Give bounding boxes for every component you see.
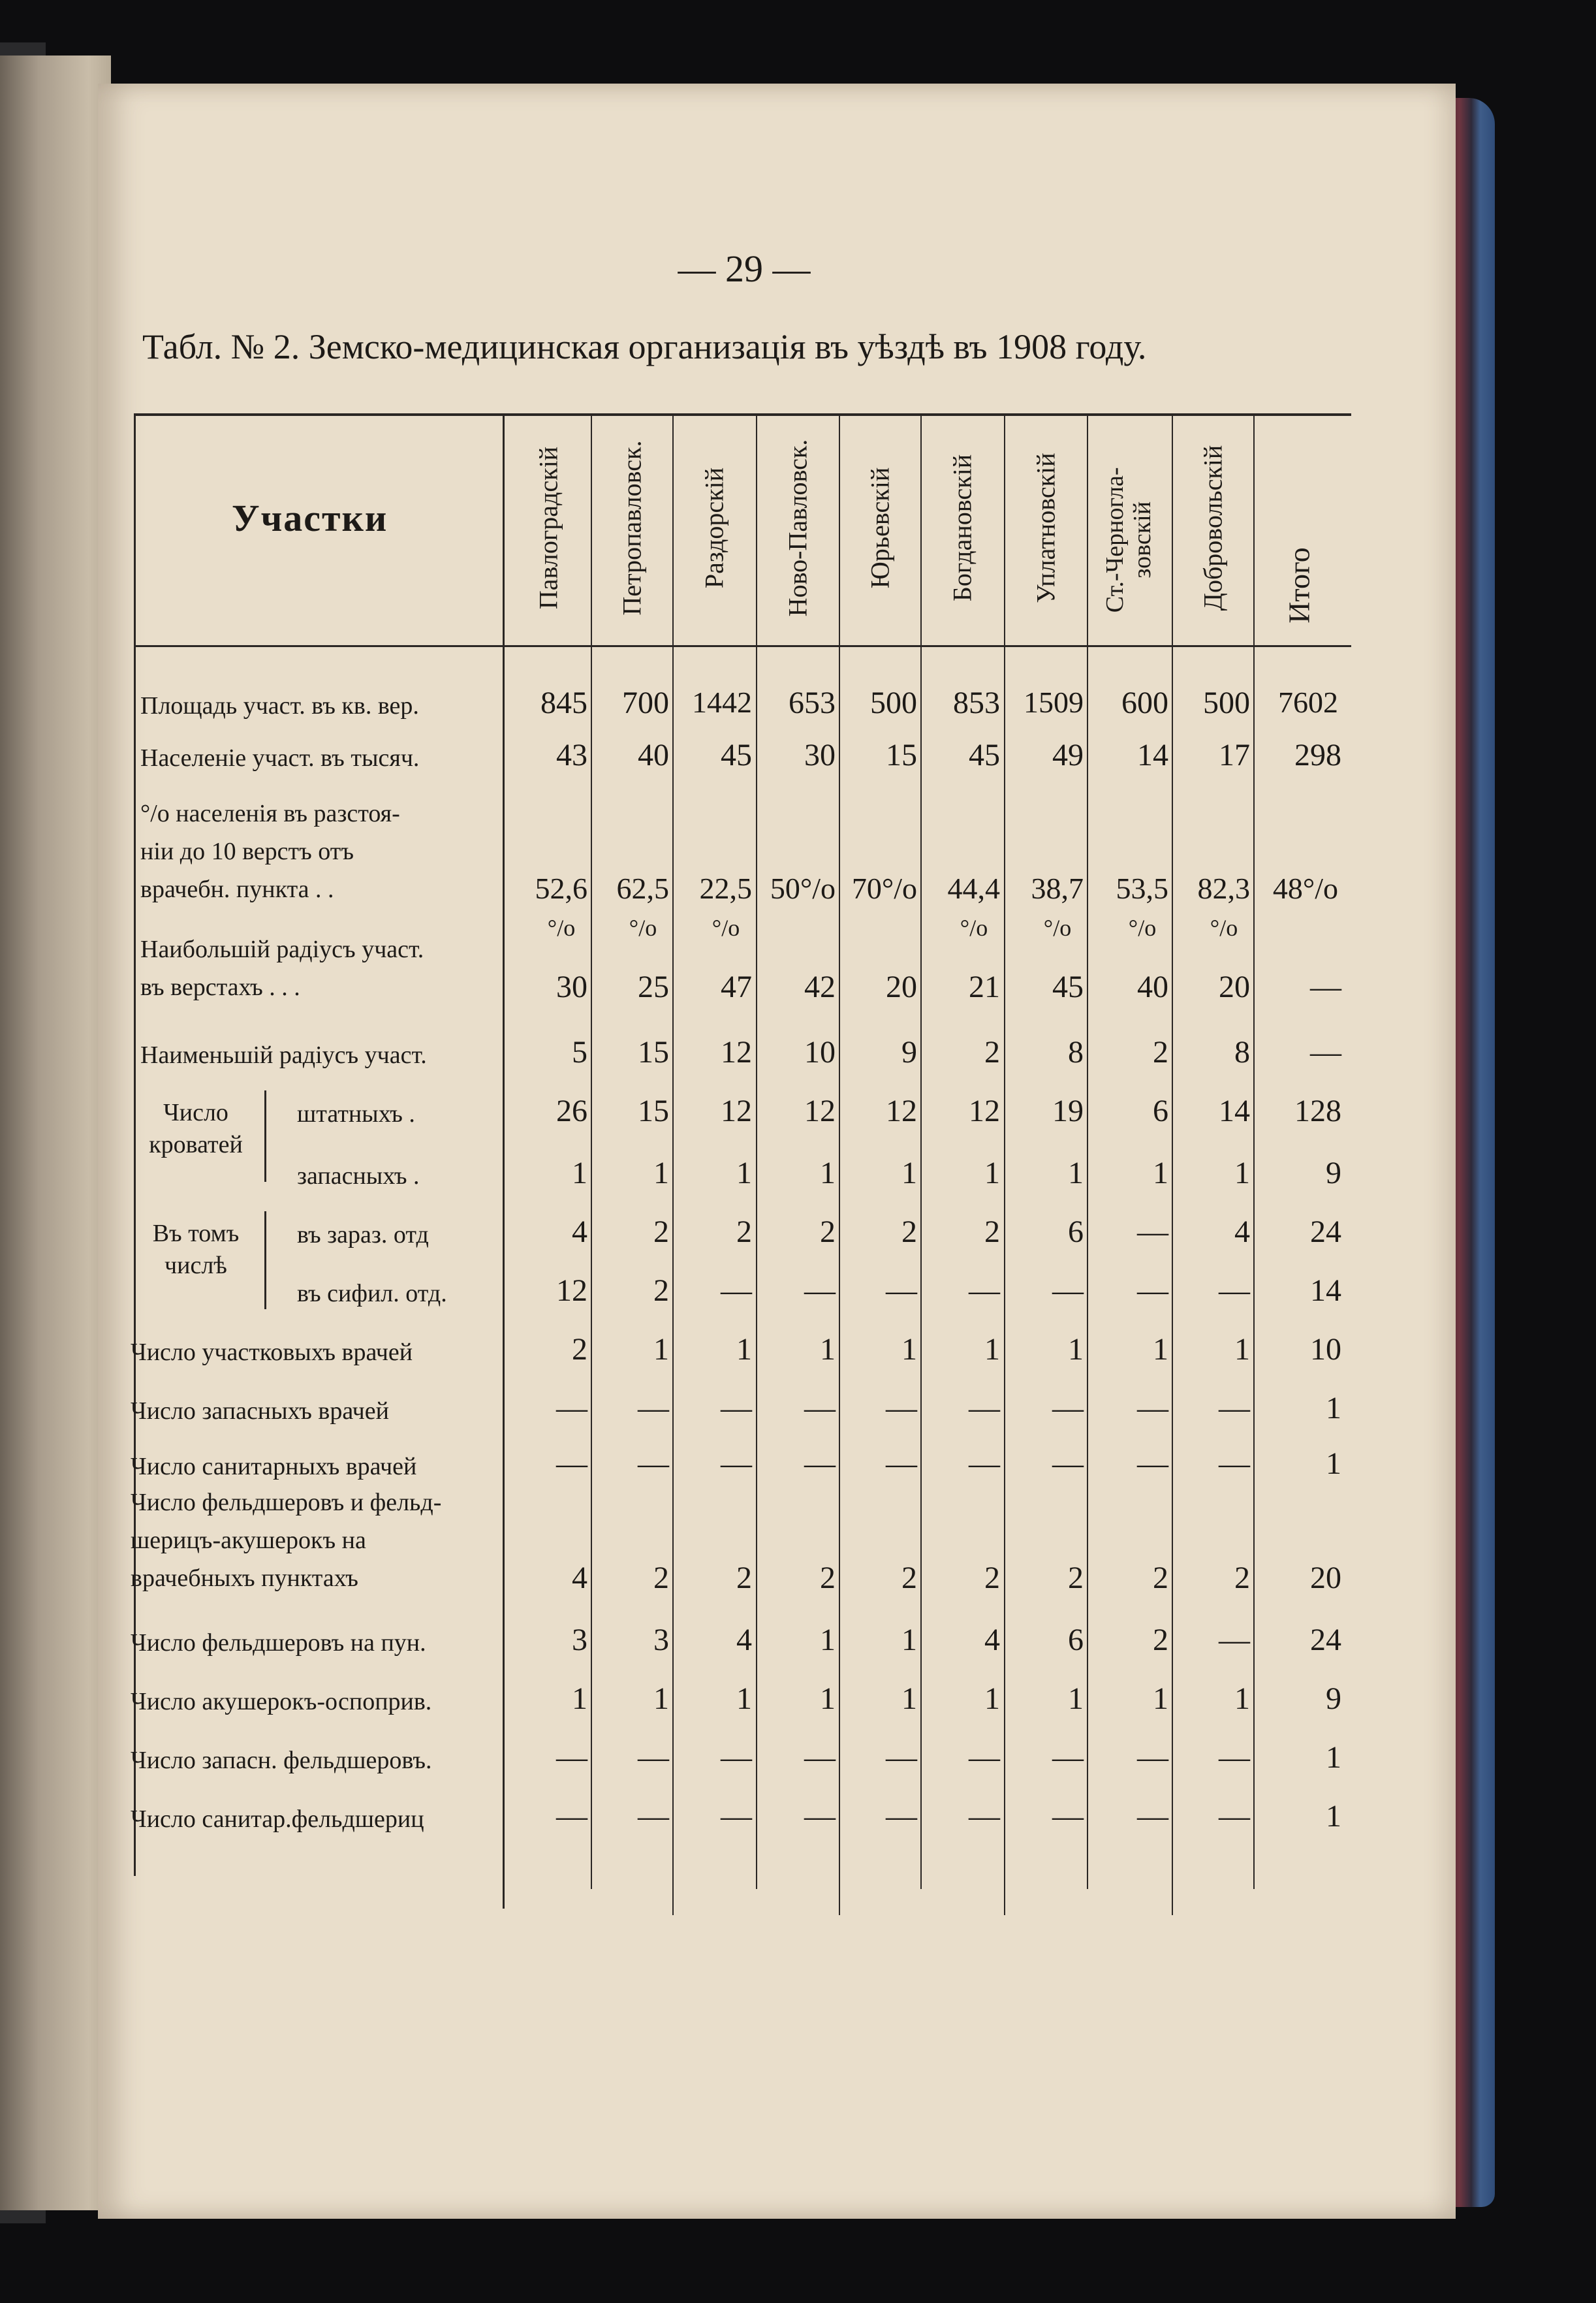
table-cell: 1 — [820, 1332, 836, 1367]
table-cell: 2 — [820, 1215, 836, 1249]
column-rule — [1087, 413, 1088, 1889]
table-cell: 45 — [721, 738, 752, 772]
row-label: Число фельдшеровъ на пун. — [131, 1629, 426, 1657]
table-cell: 47 — [721, 970, 752, 1004]
table-cell: 14 — [1310, 1273, 1341, 1308]
row-label: врачебн. пункта . . — [140, 876, 334, 903]
table-cell: 2 — [984, 1561, 1000, 1595]
column-header: Добровольскій — [1198, 445, 1227, 611]
table-cell: 8 — [1234, 1035, 1250, 1070]
table-cell: — — [1052, 1446, 1084, 1481]
percent-unit: °/o — [1210, 915, 1238, 941]
table-cell: — — [721, 1273, 752, 1308]
table-cell: 25 — [638, 970, 669, 1004]
table-cell: 2 — [984, 1035, 1000, 1070]
among-group-brace — [264, 1211, 266, 1309]
group-label-among: Въ томъ числѣ — [152, 1220, 240, 1280]
table-cell: 1 — [653, 1332, 669, 1367]
table-cell: 2 — [1068, 1561, 1084, 1595]
table-cell: 2 — [1153, 1561, 1168, 1595]
table-cell: 1 — [1234, 1332, 1250, 1367]
page-number: — 29 — — [678, 247, 811, 290]
table-cell: — — [1052, 1273, 1084, 1308]
table-cell: — — [1219, 1273, 1250, 1308]
table-cell: 24 — [1310, 1623, 1341, 1657]
table-cell: 1 — [572, 1156, 587, 1190]
table-cell: — — [886, 1273, 917, 1308]
table-cell: 845 — [540, 686, 587, 720]
table-cell: — — [721, 1391, 752, 1425]
percent-unit: °/o — [1128, 915, 1157, 941]
table-cell: 6 — [1153, 1094, 1168, 1128]
table-cell: — — [1219, 1740, 1250, 1775]
table-cell: 40 — [1137, 970, 1168, 1004]
table-cell: — — [969, 1391, 1000, 1425]
table-title: Табл. № 2. Земско-медицинская организація въ уѣздѣ въ 1908 году. — [142, 327, 1147, 366]
table-cell: 38,7 — [1031, 872, 1084, 905]
table-cell: 2 — [1234, 1561, 1250, 1595]
table-cell: — — [1219, 1799, 1250, 1834]
table-cell: 52,6 — [535, 872, 587, 905]
table-cell: 2 — [901, 1215, 917, 1249]
table-cell: — — [886, 1446, 917, 1481]
table-cell: 853 — [953, 686, 1000, 720]
table-cell: 1 — [572, 1681, 587, 1716]
row-label: ніи до 10 верстъ отъ — [140, 838, 354, 865]
adjacent-page — [0, 56, 111, 2210]
table-cell: 48°/o — [1272, 872, 1338, 905]
row-label: врачебныхъ пунктахъ — [131, 1564, 358, 1592]
table-cell: 1 — [820, 1156, 836, 1190]
table-cell: — — [721, 1799, 752, 1834]
table-cell: — — [886, 1799, 917, 1834]
table-cell: 2 — [653, 1561, 669, 1595]
table-cell: 30 — [804, 738, 836, 772]
table-cell: 1 — [1153, 1681, 1168, 1716]
table-cell: 43 — [556, 738, 587, 772]
table-cell: 17 — [1219, 738, 1250, 772]
row-label: Площадь участ. въ кв. вер. — [140, 692, 419, 720]
table-cell: — — [1137, 1446, 1168, 1481]
table-cell: 12 — [886, 1094, 917, 1128]
column-header: Петропавловск. — [617, 440, 646, 616]
header-bottom-rule — [134, 645, 1351, 647]
table-cell: 1 — [1234, 1681, 1250, 1716]
column-rule — [920, 413, 922, 1889]
table-cell: 2 — [901, 1561, 917, 1595]
table-cell: 26 — [556, 1094, 587, 1128]
column-header: Уплатновскій — [1031, 453, 1060, 603]
table-cell: 1 — [653, 1681, 669, 1716]
column-header: Юрьевскій — [865, 467, 894, 589]
table-cell: — — [1219, 1446, 1250, 1481]
row-label: Число запасныхъ врачей — [131, 1397, 389, 1425]
table-cell: 1 — [1326, 1446, 1341, 1481]
table-cell: 49 — [1052, 738, 1084, 772]
table-cell: — — [556, 1740, 587, 1775]
table-cell: 12 — [556, 1273, 587, 1308]
table-top-rule — [134, 413, 1351, 416]
table-cell: 1442 — [692, 686, 752, 719]
label-column-rule — [503, 413, 505, 1909]
row-label: °/o населенія въ разстоя- — [140, 800, 400, 827]
table-cell: 1 — [1068, 1332, 1084, 1367]
table-cell: 6 — [1068, 1215, 1084, 1249]
table-cell: 1 — [820, 1681, 836, 1716]
table-cell: 12 — [969, 1094, 1000, 1128]
percent-unit: °/o — [960, 915, 988, 941]
table-cell: — — [1137, 1391, 1168, 1425]
table-cell: — — [1219, 1391, 1250, 1425]
row-label: штатныхъ . — [297, 1100, 415, 1128]
table-cell: 40 — [638, 738, 669, 772]
row-label: въ зараз. отд — [297, 1221, 429, 1248]
table-cell: 42 — [804, 970, 836, 1004]
table-cell: 9 — [1326, 1156, 1341, 1190]
table-cell: — — [1052, 1799, 1084, 1834]
table-cell: 5 — [572, 1035, 587, 1070]
table-cell: 1 — [1153, 1156, 1168, 1190]
table-cell: — — [969, 1740, 1000, 1775]
table-cell: 2 — [984, 1215, 1000, 1249]
table-cell: 20 — [886, 970, 917, 1004]
table-cell: 12 — [721, 1035, 752, 1070]
table-cell: — — [804, 1391, 836, 1425]
row-label: Число запасн. фельдшеровъ. — [131, 1747, 432, 1774]
column-header-rows-label: Участки — [232, 497, 388, 539]
table-cell: — — [804, 1273, 836, 1308]
table-cell: 19 — [1052, 1094, 1084, 1128]
table-cell: 1 — [1326, 1391, 1341, 1425]
table-cell: 9 — [901, 1035, 917, 1070]
table-cell: 14 — [1137, 738, 1168, 772]
table-cell: 1 — [1326, 1799, 1341, 1834]
table-cell: 653 — [789, 686, 836, 720]
percent-unit: °/o — [629, 915, 657, 941]
column-rule — [756, 413, 757, 1889]
table-cell: 298 — [1294, 738, 1341, 772]
table-cell: — — [721, 1446, 752, 1481]
table-cell: 700 — [622, 686, 669, 720]
table-cell: 1 — [820, 1623, 836, 1657]
percent-unit: °/o — [712, 915, 740, 941]
table-cell: — — [1137, 1273, 1168, 1308]
row-label: запасныхъ . — [297, 1162, 420, 1190]
table-cell: — — [1137, 1740, 1168, 1775]
table-cell: — — [886, 1740, 917, 1775]
table-cell: 7602 — [1278, 686, 1338, 719]
table-cell: 82,3 — [1197, 872, 1250, 905]
table-cell: 2 — [572, 1332, 587, 1367]
table-cell: 1 — [1153, 1332, 1168, 1367]
row-label: Число санитарныхъ врачей — [131, 1453, 417, 1480]
table-cell: — — [1052, 1391, 1084, 1425]
table-cell: — — [804, 1446, 836, 1481]
table-cell: 4 — [572, 1561, 587, 1595]
table-cell: 1 — [901, 1332, 917, 1367]
table-cell: 14 — [1219, 1094, 1250, 1128]
row-label: шерицъ-акушерокъ на — [131, 1527, 366, 1554]
table-cell: 10 — [1310, 1332, 1341, 1367]
table-cell: 70°/o — [851, 872, 917, 905]
table-cell: 15 — [886, 738, 917, 772]
table-cell: 500 — [1203, 686, 1250, 720]
row-label: Число акушерокъ-оспоприв. — [131, 1688, 432, 1715]
table-cell: 1 — [1234, 1156, 1250, 1190]
table-cell: 44,4 — [947, 872, 1000, 905]
column-header: Раздорскій — [699, 467, 729, 589]
table-cell: — — [721, 1740, 752, 1775]
table-cell: 1 — [653, 1156, 669, 1190]
row-label: Наибольшій радіусъ участ. — [140, 936, 424, 963]
table-cell: 4 — [1234, 1215, 1250, 1249]
table-cell: — — [556, 1391, 587, 1425]
column-header: Богдановскій — [947, 454, 977, 602]
table-cell: 12 — [804, 1094, 836, 1128]
row-label: въ сифил. отд. — [297, 1280, 447, 1307]
row-label: Наименьшій радіусъ участ. — [140, 1041, 427, 1069]
table-cell: — — [804, 1740, 836, 1775]
table-cell: — — [638, 1391, 669, 1425]
percent-unit: °/o — [1043, 915, 1072, 941]
table-cell: 6 — [1068, 1623, 1084, 1657]
table-cell: 30 — [556, 970, 587, 1004]
table-cell: — — [886, 1391, 917, 1425]
table-cell: 1 — [984, 1156, 1000, 1190]
table-cell: 500 — [870, 686, 917, 720]
table-cell: 20 — [1310, 1561, 1341, 1595]
table-cell: — — [1219, 1623, 1250, 1657]
row-label: Число участковыхъ врачей — [131, 1339, 413, 1366]
table-cell: — — [969, 1446, 1000, 1481]
column-header: Итого — [1282, 547, 1316, 624]
table-cell: 21 — [969, 970, 1000, 1004]
table-cell: 600 — [1121, 686, 1168, 720]
table-cell: — — [1310, 1035, 1341, 1070]
table-cell: 2 — [653, 1273, 669, 1308]
row-label: Населеніе участ. въ тысяч. — [140, 744, 420, 772]
column-header: Ст.-Черногла-зовскій — [1101, 467, 1156, 613]
table-cell: — — [556, 1799, 587, 1834]
table-cell: 12 — [721, 1094, 752, 1128]
row-label: въ верстахъ . . . — [140, 974, 300, 1001]
column-header: Ново-Павловск. — [783, 439, 812, 617]
table-cell: — — [638, 1446, 669, 1481]
table-cell: 4 — [572, 1215, 587, 1249]
table-cell: 128 — [1294, 1094, 1341, 1128]
table-cell: 4 — [984, 1623, 1000, 1657]
table-cell: 10 — [804, 1035, 836, 1070]
table-cell: 1 — [1326, 1740, 1341, 1775]
beds-group-brace — [264, 1090, 266, 1182]
table-cell: — — [1052, 1740, 1084, 1775]
table-cell: — — [556, 1446, 587, 1481]
table-cell: 1 — [984, 1681, 1000, 1716]
table-cell: — — [1137, 1799, 1168, 1834]
table-cell: 15 — [638, 1094, 669, 1128]
table-cell: 1 — [1068, 1681, 1084, 1716]
table-cell: 15 — [638, 1035, 669, 1070]
table-cell: 24 — [1310, 1215, 1341, 1249]
table-cell: 45 — [1052, 970, 1084, 1004]
book-page — [98, 84, 1456, 2219]
table-cell: 1 — [984, 1332, 1000, 1367]
table-cell: 1 — [736, 1156, 752, 1190]
column-header: Павлоградскій — [533, 446, 563, 610]
table-cell: 2 — [736, 1561, 752, 1595]
table-cell: 3 — [572, 1623, 587, 1657]
row-label: Число фельдшеровъ и фельд- — [131, 1489, 442, 1516]
table-cell: 50°/o — [770, 872, 836, 905]
table-cell: 2 — [820, 1561, 836, 1595]
table-cell: 62,5 — [616, 872, 669, 905]
table-cell: 4 — [736, 1623, 752, 1657]
table-cell: 53,5 — [1116, 872, 1168, 905]
row-label: Число санитар.фельдшериц — [131, 1805, 424, 1833]
table-cell: 1 — [736, 1681, 752, 1716]
table-cell: — — [804, 1799, 836, 1834]
table-cell: 45 — [969, 738, 1000, 772]
table-cell: 1 — [901, 1156, 917, 1190]
table-cell: 3 — [653, 1623, 669, 1657]
table-cell: — — [638, 1799, 669, 1834]
table-cell: — — [969, 1799, 1000, 1834]
percent-unit: °/o — [547, 915, 576, 941]
column-rule — [591, 413, 592, 1889]
table-cell: 2 — [1153, 1035, 1168, 1070]
column-rule — [1253, 413, 1255, 1889]
table-cell: 1 — [901, 1681, 917, 1716]
table-cell: 20 — [1219, 970, 1250, 1004]
table-cell: — — [969, 1273, 1000, 1308]
table-cell: 22,5 — [699, 872, 752, 905]
table-cell: 1 — [901, 1623, 917, 1657]
table-cell: 1 — [736, 1332, 752, 1367]
table-cell: 2 — [736, 1215, 752, 1249]
table-cell: 2 — [1153, 1623, 1168, 1657]
table-cell: 8 — [1068, 1035, 1084, 1070]
table-cell: — — [1137, 1215, 1168, 1249]
table-cell: 1 — [1068, 1156, 1084, 1190]
table-cell: 2 — [653, 1215, 669, 1249]
table-cell: — — [1310, 970, 1341, 1004]
group-label-beds: Число кроватей — [149, 1099, 243, 1159]
table-cell: 9 — [1326, 1681, 1341, 1716]
table-cell: — — [638, 1740, 669, 1775]
table-cell: 1509 — [1024, 686, 1084, 719]
